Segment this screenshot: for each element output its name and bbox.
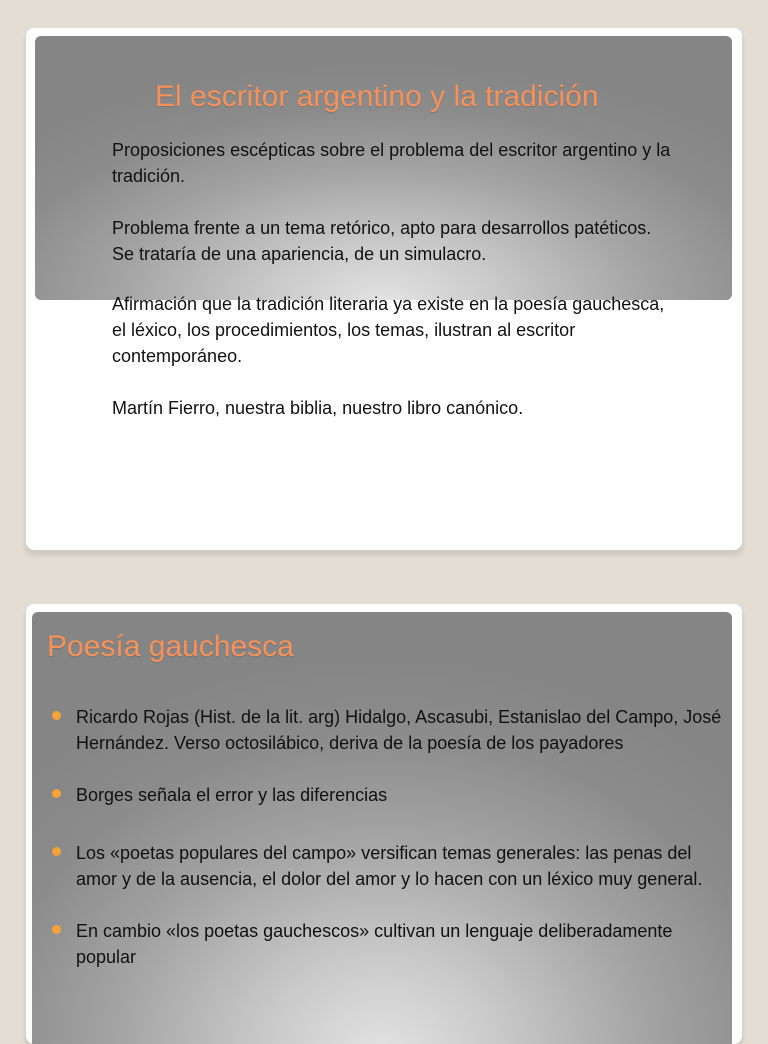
bullet-text: En cambio «los poetas gauchescos» cultivan un lenguaje deliberadamente popular	[76, 921, 673, 967]
slide-2-content-panel	[32, 612, 732, 1044]
bullet-dot-icon	[52, 789, 61, 798]
bullet-dot-icon	[52, 925, 61, 934]
slide-1-paragraph-4: Martín Fierro, nuestra biblia, nuestro libro canónico.	[112, 398, 524, 418]
bullet-dot-icon	[52, 711, 61, 720]
slide-1-paragraph-1: Proposiciones escépticas sobre el problema del escritor argentino y la tradición.	[112, 140, 671, 186]
bullet-item	[50, 918, 726, 970]
slide-1-paragraph-3: Afirmación que la tradición literaria ya existe en la poesía gauchesca, el léxico, los procedimientos, los temas, ilustran al escritor contemporáneo.	[112, 294, 665, 366]
bullet-item	[50, 782, 726, 808]
bullet-item	[50, 704, 726, 756]
slide-1	[26, 28, 742, 550]
bullet-dot-icon	[52, 847, 61, 856]
bullet-text: Borges señala el error y las diferencias	[76, 785, 388, 805]
bullet-text: Los «poetas populares del campo» versifican temas generales: las penas del amor y de la ausencia, el dolor del amor y lo hacen con un léxico muy general.	[76, 843, 703, 889]
bullet-item	[50, 840, 726, 892]
slide-2	[26, 604, 742, 1044]
slide-1-title: El escritor argentino y la tradición	[155, 80, 599, 113]
bullet-text: Ricardo Rojas (Hist. de la lit. arg) Hidalgo, Ascasubi, Estanislao del Campo, José Hernández. Verso octosilábico, deriva de la poesía de los payadores	[76, 707, 722, 753]
slide-2-title: Poesía gauchesca	[47, 630, 294, 663]
slide-1-paragraph-2: Problema frente a un tema retórico, apto para desarrollos patéticos. Se trataría de una apariencia, de un simulacro.	[112, 218, 652, 264]
